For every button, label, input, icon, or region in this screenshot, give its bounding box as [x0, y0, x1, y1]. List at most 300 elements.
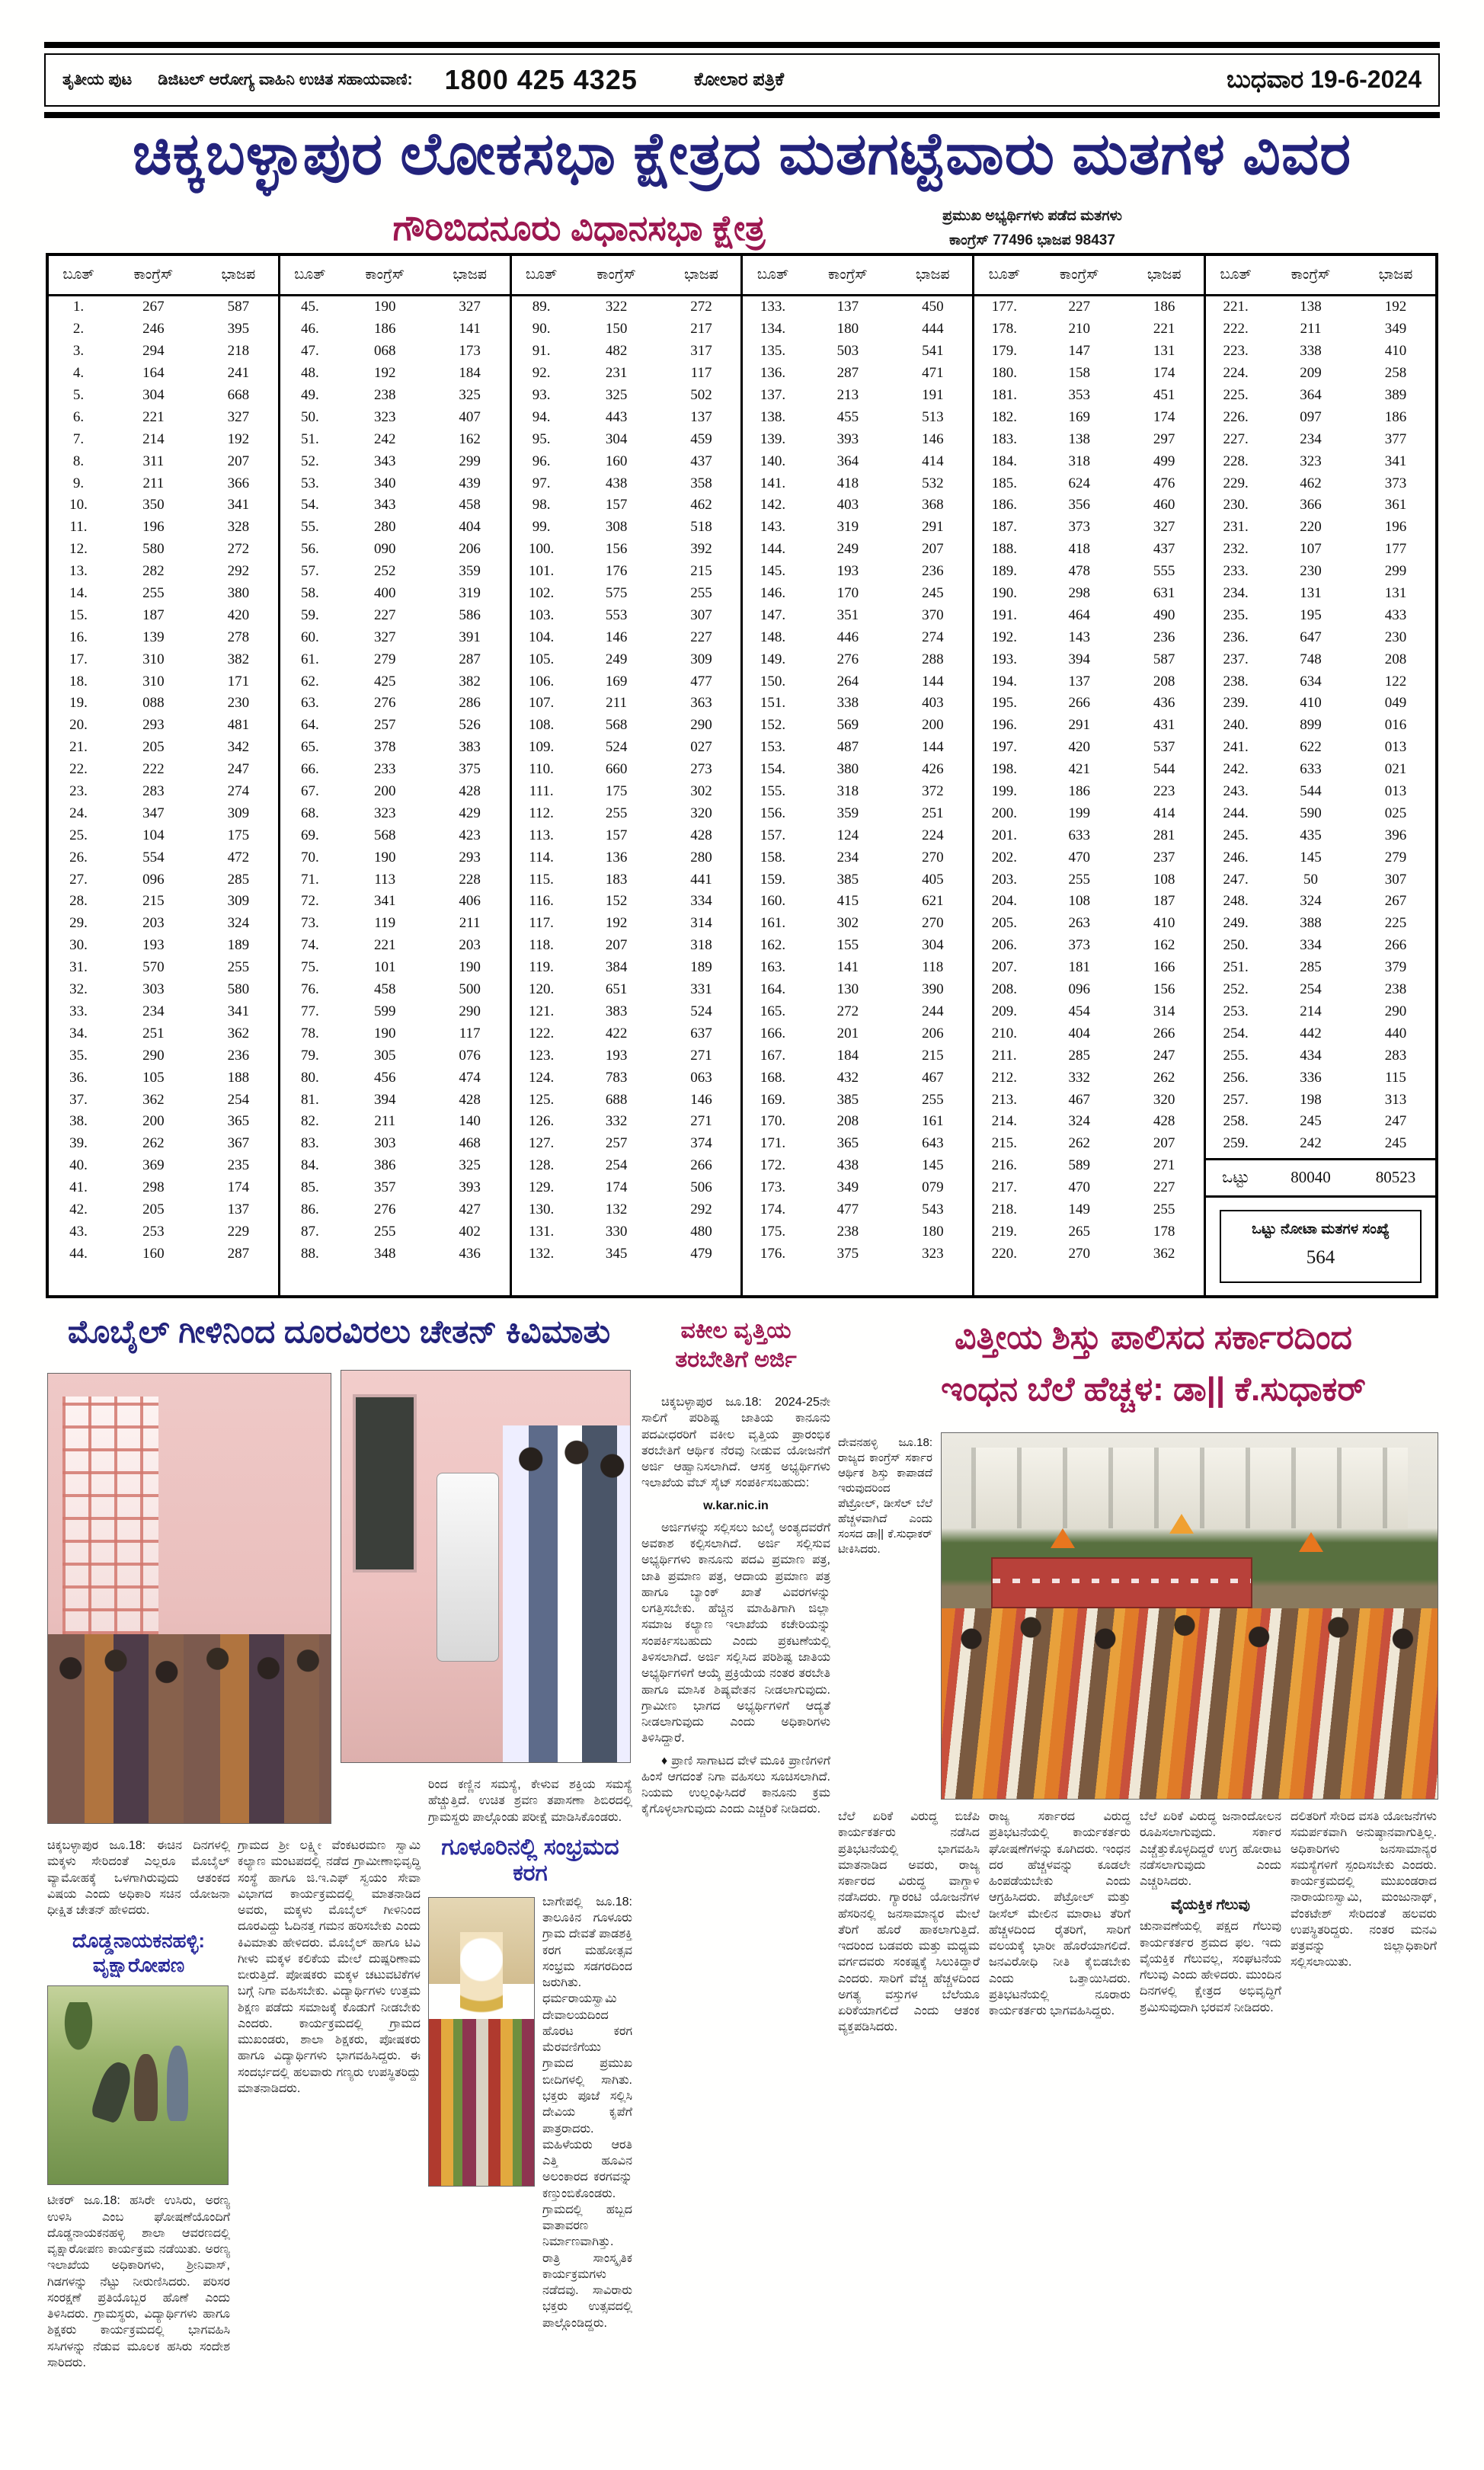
table-row: 16. 139 278 — [69, 629, 250, 645]
table-row: 64. 257 526 — [300, 717, 481, 734]
table-row: 160. 415 621 — [760, 893, 944, 910]
table-row: 9. 211 366 — [72, 475, 250, 491]
table-row: 238. 634 122 — [1223, 673, 1407, 689]
table-row: 131. 330 480 — [529, 1223, 712, 1240]
table-row: 165. 272 244 — [760, 1003, 944, 1019]
table-row: 148. 446 274 — [760, 629, 944, 645]
table-row: 209. 454 314 — [991, 1003, 1175, 1019]
table-row: 58. 400 319 — [300, 585, 481, 602]
table-row: 60. 327 391 — [300, 629, 481, 645]
table-row: 22. 222 247 — [69, 761, 250, 778]
karaga-story-headline: ಗೂಳೂರಿನಲ್ಲಿ ಸಂಭ್ರಮದ ಕರಗ — [441, 1834, 619, 1886]
table-row: 2. 246 395 — [72, 321, 250, 338]
table-row: 152. 569 200 — [760, 717, 944, 734]
table-row: 169. 385 255 — [760, 1091, 944, 1108]
table-row: 193. 394 587 — [991, 651, 1175, 667]
main-headline: ಚಿಕ್ಕಬಳ್ಳಾಪುರ ಲೋಕಸಭಾ ಕ್ಷೇತ್ರದ ಮತಗಟ್ಟೆವಾರು ಮತಗಳ ವಿವರ — [132, 121, 1352, 187]
flag-shape — [1169, 1514, 1194, 1534]
right-story-col3-bottom: ಚುನಾವಣೆಯಲ್ಲಿ ಪಕ್ಷದ ಗೆಲುವು ಕಾರ್ಯಕರ್ತರ ಶ್ರಮದ ಫಲ. ಇದು ವೈಯಕ್ತಿಕ ಗೆಲುವಲ್ಲ, ಸಂಘಟನೆಯ ಗೆಲುವು ಎಂದು ಹೇಳಿದರು. ಮುಂದಿನ ದಿನಗಳಲ್ಲಿ ಕ್ಷೇತ್ರದ ಅಭಿವೃದ್ಧಿಗೆ ಶ್ರಮಿಸುವುದಾಗಿ ಭರವಸೆ ನೀಡಿದರು. — [1140, 1920, 1281, 2014]
table-row: 149. 276 288 — [760, 651, 944, 667]
table-row: 232. 107 177 — [1223, 541, 1407, 558]
table-row: 167. 184 215 — [760, 1047, 944, 1064]
nota-label: ಒಟ್ಟು ನೋಟಾ ಮತಗಳ ಸಂಖ್ಯೆ — [1252, 1221, 1390, 1237]
table-row: 241. 622 013 — [1223, 739, 1407, 756]
table-row: 89. 322 272 — [532, 299, 712, 315]
table-row: 184. 318 499 — [991, 453, 1175, 469]
right-story-headline — [868, 1312, 1438, 1416]
table-row: 246. 145 279 — [1223, 849, 1407, 865]
table-header-row: ಬೂತ್ ಕಾಂಗ್ರೆಸ್ ಭಾಜಪ — [512, 256, 741, 296]
table-row: 250. 334 266 — [1223, 937, 1407, 954]
left-story-body-top: ರಿಂದ ಕಣ್ಣಿನ ಸಮಸ್ಯೆ, ಕೇಳುವ ಶಕ್ತಿಯ ಸಮಸ್ಯೆ ಹೆಚ್ಚುತ್ತಿದೆ. ಉಚಿತ ಶ್ರವಣ ತಪಾಸಣಾ ಶಿಬಿರದಲ್ಲಿ ಗ್ರಾಮಸ್ಥರು ಪಾಲ್ಗೊಂಡು ಪರೀಕ್ಷೆ ಮಾಡಿಸಿಕೊಂಡರು. — [428, 1778, 632, 1824]
table-row: 201. 633 281 — [991, 827, 1175, 843]
table-row: 102. 575 255 — [529, 585, 712, 602]
table-row: 55. 280 404 — [300, 519, 481, 536]
right-story-column-4: ದಲಿತರಿಗೆ ಸೇರಿದ ವಸತಿ ಯೋಜನೆಗಳು ಸಮರ್ಪಕವಾಗಿ ಅನುಷ್ಠಾನವಾಗುತ್ತಿಲ್ಲ. ಅಧಿಕಾರಿಗಳು ಜನಸಾಮಾನ್ಯರ ಸಮಸ್ಯೆಗಳಿಗೆ ಸ್ಪಂದಿಸಬೇಕು ಎಂದರು. ಕಾರ್ಯಕ್ರಮದಲ್ಲಿ ಮುಖಂಡರಾದ ನಾರಾಯಣಸ್ವಾಮಿ, ಮಂಜುನಾಥ್, ವೆಂಕಟೇಶ್ ಸೇರಿದಂತೆ ಹಲವರು ಉಪಸ್ಥಿತರಿದ್ದರು. ನಂತರ ಮನವಿ ಪತ್ರವನ್ನು ಜಿಲ್ಲಾಧಿಕಾರಿಗೆ ಸಲ್ಲಿಸಲಾಯಿತು. — [1291, 1810, 1437, 1969]
table-row: 127. 257 374 — [529, 1135, 712, 1152]
table-row: 234. 131 131 — [1223, 585, 1407, 602]
table-row: 194. 137 208 — [991, 673, 1175, 689]
table-row: 202. 470 237 — [991, 849, 1175, 865]
table-row: 5. 304 668 — [72, 387, 250, 403]
table-row: 26. 554 472 — [69, 849, 250, 865]
table-row: 118. 207 318 — [529, 937, 712, 954]
table-row: 237. 748 208 — [1223, 651, 1407, 667]
table-row: 23. 283 274 — [69, 783, 250, 800]
right-story-column-3 — [1140, 1809, 1281, 2447]
table-row: 34. 251 362 — [69, 1025, 250, 1041]
table-row: 112. 255 320 — [529, 805, 712, 821]
table-row: 153. 487 144 — [760, 739, 944, 756]
table-header-row: ಬೂತ್ ಕಾಂಗ್ರೆಸ್ ಭಾಜಪ — [974, 256, 1204, 296]
table-header-row: ಬೂತ್ ಕಾಂಗ್ರೆಸ್ ಭಾಜಪ — [49, 256, 278, 296]
table-row: 164. 130 390 — [760, 981, 944, 998]
table-row: 221. 138 192 — [1223, 299, 1407, 315]
tree-story-headline: ದೊಡ್ಡನಾಯಕನಹಳ್ಳಿ: ವೃಕ್ಷಾರೋಪಣ — [72, 1929, 206, 1977]
table-row: 74. 221 203 — [300, 937, 481, 954]
table-row: 91. 482 317 — [532, 343, 712, 360]
table-row: 220. 270 362 — [991, 1245, 1175, 1262]
table-row: 177. 227 186 — [991, 299, 1175, 315]
table-row: 208. 096 156 — [991, 981, 1175, 998]
table-row: 145. 193 236 — [760, 563, 944, 580]
table-row: 142. 403 368 — [760, 497, 944, 514]
table-row: 36. 105 188 — [69, 1069, 250, 1086]
table-row: 46. 186 141 — [300, 321, 481, 338]
table-row: 171. 365 643 — [760, 1135, 944, 1152]
table-row: 94. 443 137 — [532, 408, 712, 425]
table-row: 129. 174 506 — [529, 1179, 712, 1196]
table-row: 117. 192 314 — [529, 915, 712, 932]
table-row: 97. 438 358 — [532, 475, 712, 491]
issue-date: ಬುಧವಾರ 19-6-2024 — [1226, 66, 1422, 93]
planting-figure — [134, 2054, 158, 2121]
table-row: 40. 369 235 — [69, 1157, 250, 1174]
table-row: 101. 176 215 — [529, 563, 712, 580]
table-row: 200. 199 414 — [991, 805, 1175, 821]
table-row: 155. 318 372 — [760, 783, 944, 800]
table-row: 47. 068 173 — [300, 343, 481, 360]
table-row: 191. 464 490 — [991, 606, 1175, 623]
table-row: 130. 132 292 — [529, 1201, 712, 1217]
table-row: 151. 338 403 — [760, 695, 944, 712]
table-row: 28. 215 309 — [69, 893, 250, 910]
masthead — [44, 42, 1440, 118]
lead-info-line2: ಕಾಂಗ್ರೆಸ್ 77496 ಭಾಜಪ 98437 — [949, 232, 1115, 249]
table-row: 143. 319 291 — [760, 519, 944, 536]
table-row: 182. 169 174 — [991, 408, 1175, 425]
table-row: 253. 214 290 — [1223, 1003, 1407, 1019]
procession-crowd-shape — [429, 2019, 534, 2186]
karaga-deity-shape — [460, 1932, 502, 2030]
table-row: 41. 298 174 — [69, 1179, 250, 1196]
sub-headline: ಗೌರಿಬಿದನೂರು ವಿಧಾನಸಭಾ ಕ್ಷೇತ್ರ — [392, 208, 766, 248]
table-row: 25. 104 175 — [69, 827, 250, 843]
table-row: 227. 234 377 — [1223, 430, 1407, 447]
table-row: 81. 394 428 — [300, 1091, 481, 1108]
table-row: 96. 160 437 — [532, 453, 712, 469]
table-row: 49. 238 325 — [300, 387, 481, 403]
table-row: 20. 293 481 — [69, 717, 250, 734]
table-row: 158. 234 270 — [760, 849, 944, 865]
table-row: 210. 404 266 — [991, 1025, 1175, 1041]
table-row: 189. 478 555 — [991, 563, 1175, 580]
table-row: 249. 388 225 — [1223, 915, 1407, 932]
table-row: 147. 351 370 — [760, 606, 944, 623]
machine-shape — [437, 1473, 499, 1662]
table-row: 156. 359 251 — [760, 805, 944, 821]
table-row: 233. 230 299 — [1223, 563, 1407, 580]
table-row: 65. 378 383 — [300, 739, 481, 756]
table-row: 95. 304 459 — [532, 430, 712, 447]
table-row: 224. 209 258 — [1223, 365, 1407, 382]
table-row: 13. 282 292 — [69, 563, 250, 580]
flag-shape — [1299, 1532, 1323, 1552]
table-row: 254. 442 440 — [1223, 1025, 1407, 1041]
table-header-row: ಬೂತ್ ಕಾಂಗ್ರೆಸ್ ಭಾಜಪ — [280, 256, 510, 296]
tree-shape — [62, 2002, 94, 2054]
table-row: 108. 568 290 — [529, 717, 712, 734]
table-row: 186. 356 460 — [991, 497, 1175, 514]
table-row: 244. 590 025 — [1223, 805, 1407, 821]
lead-candidate-votes — [907, 204, 1158, 254]
table-header-row: ಬೂತ್ ಕಾಂಗ್ರೆಸ್ ಭಾಜಪ — [743, 256, 972, 296]
standing-people-shape — [503, 1425, 630, 1762]
table-row: 30. 193 189 — [69, 937, 250, 954]
table-row: 178. 210 221 — [991, 321, 1175, 338]
table-row: 14. 255 380 — [69, 585, 250, 602]
table-row: 84. 386 325 — [300, 1157, 481, 1174]
table-row: 109. 524 027 — [529, 739, 712, 756]
table-row: 123. 193 271 — [529, 1047, 712, 1064]
table-row: 87. 255 402 — [300, 1223, 481, 1240]
nota-value: 564 — [1306, 1247, 1335, 1269]
table-group-2 — [280, 256, 512, 1295]
table-row: 185. 624 476 — [991, 475, 1175, 491]
table-row: 69. 568 423 — [300, 827, 481, 843]
table-row: 6. 221 327 — [72, 408, 250, 425]
table-row: 33. 234 341 — [69, 1003, 250, 1019]
table-row: 85. 357 393 — [300, 1179, 481, 1196]
table-row: 172. 438 145 — [760, 1157, 944, 1174]
photo-protest — [941, 1432, 1438, 1800]
table-row: 245. 435 396 — [1223, 827, 1407, 843]
table-row: 174. 477 543 — [760, 1201, 944, 1217]
table-row: 231. 220 196 — [1223, 519, 1407, 536]
table-row: 219. 265 178 — [991, 1223, 1175, 1240]
table-row: 17. 310 382 — [69, 651, 250, 667]
table-row: 72. 341 406 — [300, 893, 481, 910]
table-row: 222. 211 349 — [1223, 321, 1407, 338]
table-row: 70. 190 293 — [300, 849, 481, 865]
totals-row — [1206, 1158, 1435, 1198]
table-row: 225. 364 389 — [1223, 387, 1407, 403]
table-row: 214. 324 428 — [991, 1113, 1175, 1130]
table-row: 251. 285 379 — [1223, 959, 1407, 976]
table-row: 170. 208 161 — [760, 1113, 944, 1130]
karaga-story-body: ಬಾಗೇಪಲ್ಲಿ ಜೂ.18: ತಾಲೂಕಿನ ಗೂಳೂರು ಗ್ರಾಮ ದೇವತೆ ಪಾಡಶಕ್ತಿ ಕರಗ ಮಹೋತ್ಸವ ಸಂಭ್ರಮ ಸಡಗರದಿಂದ ಜರುಗಿತು. ಧರ್ಮರಾಯಸ್ವಾಮಿ ದೇವಾಲಯದಿಂದ ಹೊರಟ ಕರಗ ಮೆರವಣಿಗೆಯು ಗ್ರಾಮದ ಪ್ರಮುಖ ಬೀದಿಗಳಲ್ಲಿ ಸಾಗಿತು. ಭಕ್ತರು ಪೂಜೆ ಸಲ್ಲಿಸಿ ದೇವಿಯ ಕೃಪೆಗೆ ಪಾತ್ರರಾದರು. ಮಹಿಳೆಯರು ಆರತಿ ಎತ್ತಿ ಹೂವಿನ ಅಲಂಕಾರದ ಕರಗವನ್ನು ಕಣ್ತುಂಬಿಕೊಂಡರು. ಗ್ರಾಮದಲ್ಲಿ ಹಬ್ಬದ ವಾತಾವರಣ ನಿರ್ಮಾಣವಾಗಿತ್ತು. ರಾತ್ರಿ ಸಾಂಸ್ಕೃತಿಕ ಕಾರ್ಯಕ್ರಮಗಳು ನಡೆದವು. ಸಾವಿರಾರು ಭಕ್ತರು ಉತ್ಸವದಲ್ಲಿ ಪಾಲ್ಗೊಂಡಿದ್ದರು. — [542, 1895, 632, 2330]
middle-story-column — [641, 1394, 830, 2447]
table-row: 105. 249 309 — [529, 651, 712, 667]
table-row: 120. 651 331 — [529, 981, 712, 998]
planting-figure — [167, 2046, 188, 2121]
middle-story-body2: ಅರ್ಜಿಗಳನ್ನು ಸಲ್ಲಿಸಲು ಜುಲೈ ಅಂತ್ಯದವರೆಗೆ ಅವಕಾಶ ಕಲ್ಪಿಸಲಾಗಿದೆ. ಅರ್ಜಿ ಸಲ್ಲಿಸುವ ಅಭ್ಯರ್ಥಿಗಳು ಕಾನೂನು ಪದವಿ ಪ್ರಮಾಣ ಪತ್ರ, ಜಾತಿ ಪ್ರಮಾಣ ಪತ್ರ, ಆದಾಯ ಪ್ರಮಾಣ ಪತ್ರ ಹಾಗೂ ಬ್ಯಾಂಕ್ ಖಾತೆ ವಿವರಗಳನ್ನು ಲಗತ್ತಿಸಬೇಕು. ಹೆಚ್ಚಿನ ಮಾಹಿತಿಗಾಗಿ ಜಿಲ್ಲಾ ಸಮಾಜ ಕಲ್ಯಾಣ ಇಲಾಖೆಯ ಕಚೇರಿಯನ್ನು ಸಂಪರ್ಕಿಸಬಹುದು ಎಂದು ಪ್ರಕಟಣೆಯಲ್ಲಿ ತಿಳಿಸಲಾಗಿದೆ. ಅರ್ಜಿ ಸಲ್ಲಿಸಿದ ಪರಿಶಿಷ್ಟ ಜಾತಿಯ ಅಭ್ಯರ್ಥಿಗಳಿಗೆ ಆಯ್ಕೆ ಪ್ರಕ್ರಿಯೆಯ ನಂತರ ತರಬೇತಿ ಹಾಗೂ ಮಾಸಿಕ ಶಿಷ್ಯವೇತನ ನೀಡಲಾಗುವುದು. ಗ್ರಾಮೀಣ ಭಾಗದ ಅಭ್ಯರ್ಥಿಗಳಿಗೆ ಆದ್ಯತೆ ನೀಡಲಾಗುವುದು ಎಂದು ಅಧಿಕಾರಿಗಳು ತಿಳಿಸಿದ್ದಾರೆ. — [641, 1521, 830, 1745]
table-row: 252. 254 238 — [1223, 981, 1407, 998]
table-header-row: ಬೂತ್ ಕಾಂಗ್ರೆಸ್ ಭಾಜಪ — [1206, 256, 1435, 296]
table-row: 235. 195 433 — [1223, 606, 1407, 623]
table-row: 52. 343 299 — [300, 453, 481, 469]
table-row: 122. 422 637 — [529, 1025, 712, 1041]
table-row: 8. 311 207 — [72, 453, 250, 469]
totals-label: ಒಟ್ಟು — [1222, 1168, 1250, 1187]
middle-story-website: w.kar.nic.in — [703, 1499, 769, 1512]
table-row: 154. 380 426 — [760, 761, 944, 778]
right-headline-line2: ಇಂಧನ ಬೆಲೆ ಹೆಚ್ಚಳ: ಡಾ|| ಕೆ.ಸುಧಾಕರ್ — [941, 1371, 1366, 1409]
table-row: 39. 262 367 — [69, 1135, 250, 1152]
table-row: 204. 108 187 — [991, 893, 1175, 910]
table-row: 180. 158 174 — [991, 365, 1175, 382]
table-row: 247. 50 307 — [1223, 871, 1407, 888]
table-row: 3. 294 218 — [72, 343, 250, 360]
left-story-column-2: ಗ್ರಾಮದ ಶ್ರೀ ಲಕ್ಷ್ಮೀ ವೆಂಕಟರಮಣ ಸ್ವಾಮಿ ಕಲ್ಯಾಣ ಮಂಟಪದಲ್ಲಿ ನಡೆದ ಗ್ರಾಮೀಣಾಭಿವೃದ್ಧಿ ಸಂಸ್ಥೆ ಹಾಗೂ ಜಿ.ಇ.ಎಫ್ ಸ್ವಯಂ ಸೇವಾ ವಿಭಾಗದ ಕಾರ್ಯಕ್ರಮದಲ್ಲಿ ಮಾತನಾಡಿದ ಅವರು, ಮಕ್ಕಳು ಮೊಬೈಲ್ ಗೀಳಿನಿಂದ ದೂರವಿದ್ದು ಓದಿನತ್ತ ಗಮನ ಹರಿಸಬೇಕು ಎಂದು ಕಿವಿಮಾತು ಹೇಳಿದರು. ಮೊಬೈಲ್ ಹಾಗೂ ಟಿವಿ ಗೀಳು ಮಕ್ಕಳ ಕಲಿಕೆಯ ಮೇಲೆ ದುಷ್ಪರಿಣಾಮ ಬೀರುತ್ತಿದೆ. ಪೋಷಕರು ಮಕ್ಕಳ ಚಟುವಟಿಕೆಗಳ ಬಗ್ಗೆ ನಿಗಾ ವಹಿಸಬೇಕು. ವಿದ್ಯಾರ್ಥಿಗಳು ಉತ್ತಮ ಶಿಕ್ಷಣ ಪಡೆದು ಸಮಾಜಕ್ಕೆ ಕೊಡುಗೆ ನೀಡಬೇಕು ಎಂದರು. ಕಾರ್ಯಕ್ರಮದಲ್ಲಿ ಗ್ರಾಮದ ಮುಖಂಡರು, ಶಾಲಾ ಶಿಕ್ಷಕರು, ಪೋಷಕರು ಹಾಗೂ ವಿದ್ಯಾರ್ಥಿಗಳು ಭಾಗವಹಿಸಿದ್ದರು. ಈ ಸಂದರ್ಭದಲ್ಲಿ ಹಲವಾರು ಗಣ್ಯರು ಉಪಸ್ಥಿತರಿದ್ದು ಮಾತನಾಡಿದರು. — [238, 1839, 421, 2095]
table-row: 79. 305 076 — [300, 1047, 481, 1064]
table-row: 114. 136 280 — [529, 849, 712, 865]
table-row: 125. 688 146 — [529, 1091, 712, 1108]
table-group-4 — [743, 256, 974, 1295]
table-row: 159. 385 405 — [760, 871, 944, 888]
table-row: 228. 323 341 — [1223, 453, 1407, 469]
table-row: 38. 200 365 — [69, 1113, 250, 1130]
table-row: 104. 146 227 — [529, 629, 712, 645]
table-row: 86. 276 427 — [300, 1201, 481, 1217]
table-row: 31. 570 255 — [69, 959, 250, 976]
table-row: 163. 141 118 — [760, 959, 944, 976]
table-row: 24. 347 309 — [69, 805, 250, 821]
lead-info-line1: ಪ್ರಮುಖ ಅಭ್ಯರ್ಥಿಗಳು ಪಡೆದ ಮತಗಳು — [942, 208, 1122, 224]
table-row: 258. 245 247 — [1223, 1113, 1407, 1130]
table-row: 73. 119 211 — [300, 915, 481, 932]
table-row: 45. 190 327 — [300, 299, 481, 315]
right-story-col3-top: ಬೆಲೆ ಏರಿಕೆ ವಿರುದ್ಧ ಜನಾಂದೋಲನ ರೂಪಿಸಲಾಗುವುದು. ಸರ್ಕಾರ ಎಚ್ಚೆತ್ತುಕೊಳ್ಳದಿದ್ದರೆ ಉಗ್ರ ಹೋರಾಟ ನಡೆಸಲಾಗುವುದು ಎಂದು ಎಚ್ಚರಿಸಿದರು. — [1140, 1810, 1281, 1889]
table-row: 140. 364 414 — [760, 453, 944, 469]
protest-crowd-shape — [942, 1608, 1438, 1799]
table-row: 257. 198 313 — [1223, 1091, 1407, 1108]
table-row: 162. 155 304 — [760, 937, 944, 954]
table-row: 56. 090 206 — [300, 541, 481, 558]
photo-awareness-audience — [47, 1373, 331, 1824]
table-row: 212. 332 262 — [991, 1069, 1175, 1086]
table-group-5 — [974, 256, 1206, 1295]
table-row: 61. 279 287 — [300, 651, 481, 667]
articles-section — [46, 1304, 1438, 2459]
table-row: 92. 231 117 — [532, 365, 712, 382]
photo-hearing-camp — [341, 1370, 631, 1763]
left-story-column-3 — [428, 1777, 632, 2447]
table-row: 229. 462 373 — [1223, 475, 1407, 491]
table-row: 1. 267 587 — [72, 299, 250, 315]
table-row: 239. 410 049 — [1223, 695, 1407, 712]
table-row: 136. 287 471 — [760, 365, 944, 382]
table-row: 217. 470 227 — [991, 1179, 1175, 1196]
table-row: 11. 196 328 — [69, 519, 250, 536]
table-row: 132. 345 479 — [529, 1245, 712, 1262]
seated-crowd-shape — [48, 1634, 331, 1823]
table-row: 21. 205 342 — [69, 739, 250, 756]
table-row: 179. 147 131 — [991, 343, 1175, 360]
table-row: 111. 175 302 — [529, 783, 712, 800]
table-row: 196. 291 431 — [991, 717, 1175, 734]
table-row: 226. 097 186 — [1223, 408, 1407, 425]
table-row: 19. 088 230 — [69, 695, 250, 712]
table-row: 197. 420 537 — [991, 739, 1175, 756]
masthead-inner — [44, 53, 1440, 107]
table-row: 93. 325 502 — [532, 387, 712, 403]
table-row: 203. 255 108 — [991, 871, 1175, 888]
table-row: 119. 384 189 — [529, 959, 712, 976]
page-number-label: ತೃತೀಯ ಪುಟ — [62, 71, 133, 88]
table-row: 255. 434 283 — [1223, 1047, 1407, 1064]
table-row: 168. 432 467 — [760, 1069, 944, 1086]
table-row: 240. 899 016 — [1223, 717, 1407, 734]
table-row: 139. 393 146 — [760, 430, 944, 447]
table-row: 192. 143 236 — [991, 629, 1175, 645]
planting-figure — [90, 2059, 136, 2124]
totals-bjp: 80523 — [1375, 1168, 1416, 1187]
table-row: 37. 362 254 — [69, 1091, 250, 1108]
table-row: 90. 150 217 — [532, 321, 712, 338]
table-row: 190. 298 631 — [991, 585, 1175, 602]
right-story-column-2: ರಾಜ್ಯ ಸರ್ಕಾರದ ವಿರುದ್ಧ ಪ್ರತಿಭಟನೆಯಲ್ಲಿ ಕಾರ್ಯಕರ್ತರು ಘೋಷಣೆಗಳನ್ನು ಕೂಗಿದರು. ಇಂಧನ ದರ ಹೆಚ್ಚಳವನ್ನು ಕೂಡಲೇ ಹಿಂಪಡೆಯಬೇಕು ಎಂದು ಆಗ್ರಹಿಸಿದರು. ಪೆಟ್ರೋಲ್ ಮತ್ತು ಡೀಸೆಲ್ ಮೇಲಿನ ಮಾರಾಟ ತೆರಿಗೆ ಹೆಚ್ಚಳದಿಂದ ರೈತರಿಗೆ, ಸಾರಿಗೆ ವಲಯಕ್ಕೆ ಭಾರೀ ಹೊರೆಯಾಗಲಿದೆ. ಜನವಿರೋಧಿ ನೀತಿ ಕೈಬಿಡಬೇಕು ಎಂದು ಒತ್ತಾಯಿಸಿದರು. ಪ್ರತಿಭಟನೆಯಲ್ಲಿ ನೂರಾರು ಕಾರ್ಯಕರ್ತರು ಭಾಗವಹಿಸಿದ್ದರು. — [989, 1810, 1131, 2018]
table-row: 215. 262 207 — [991, 1135, 1175, 1152]
table-row: 126. 332 271 — [529, 1113, 712, 1130]
table-row: 124. 783 063 — [529, 1069, 712, 1086]
table-row: 243. 544 013 — [1223, 783, 1407, 800]
table-row: 248. 324 267 — [1223, 893, 1407, 910]
photo-karaga-procession — [428, 1897, 535, 2187]
right-story-column-1: ಬೆಲೆ ಏರಿಕೆ ವಿರುದ್ಧ ಬಿಜೆಪಿ ಕಾರ್ಯಕರ್ತರು ನಡೆಸಿದ ಪ್ರತಿಭಟನೆಯಲ್ಲಿ ಭಾಗವಹಿಸಿ ಮಾತನಾಡಿದ ಅವರು, ರಾಜ್ಯ ಸರ್ಕಾರದ ವಿರುದ್ಧ ವಾಗ್ದಾಳಿ ನಡೆಸಿದರು. ಗ್ಯಾರಂಟಿ ಯೋಜನೆಗಳ ಹೆಸರಿನಲ್ಲಿ ಜನಸಾಮಾನ್ಯರ ಮೇಲೆ ತೆರಿಗೆ ಹೊರೆ ಹಾಕಲಾಗುತ್ತಿದೆ. ಇದರಿಂದ ಬಡವರು ಮತ್ತು ಮಧ್ಯಮ ವರ್ಗದವರು ಸಂಕಷ್ಟಕ್ಕೆ ಸಿಲುಕಿದ್ದಾರೆ ಎಂದರು. ಸಾರಿಗೆ ವೆಚ್ಚ ಹೆಚ್ಚಳದಿಂದ ಅಗತ್ಯ ವಸ್ತುಗಳ ಬೆಲೆಯೂ ಏರಿಕೆಯಾಗಲಿದೆ ಎಂದು ಆತಂಕ ವ್ಯಕ್ತಪಡಿಸಿದರು. — [838, 1810, 980, 2034]
table-row: 44. 160 287 — [69, 1245, 250, 1262]
table-row: 98. 157 462 — [532, 497, 712, 514]
table-row: 48. 192 184 — [300, 365, 481, 382]
table-row: 195. 266 436 — [991, 695, 1175, 712]
table-row: 138. 455 513 — [760, 408, 944, 425]
table-row: 66. 233 375 — [300, 761, 481, 778]
table-row: 62. 425 382 — [300, 673, 481, 689]
table-row: 144. 249 207 — [760, 541, 944, 558]
table-row: 32. 303 580 — [69, 981, 250, 998]
table-row: 103. 553 307 — [529, 606, 712, 623]
middle-story-body1: ಚಿಕ್ಕಬಳ್ಳಾಪುರ ಜೂ.18: 2024-25ನೇ ಸಾಲಿಗೆ ಪರಿಶಿಷ್ಟ ಜಾತಿಯ ಕಾನೂನು ಪದವೀಧರರಿಗೆ ವಕೀಲ ವೃತ್ತಿಯ ಪ್ರಾರಂಭಿಕ ತರಬೇತಿಗೆ ಆರ್ಥಿಕ ನೆರವು ನೀಡುವ ಯೋಜನೆಗೆ ಅರ್ಜಿ ಆಹ್ವಾನಿಸಲಾಗಿದೆ. ಆಸಕ್ತ ಅಭ್ಯರ್ಥಿಗಳು ಇಲಾಖೆಯ ವೆಬ್ ಸೈಟ್ ಸಂಪರ್ಕಿಸಬಹುದು: — [641, 1396, 830, 1490]
left-story-intro: ಚಿಕ್ಕಬಳ್ಳಾಪುರ ಜೂ.18: ಈಚಿನ ದಿನಗಳಲ್ಲಿ ಮಕ್ಕಳು ಸೇರಿದಂತೆ ಎಲ್ಲರೂ ಮೊಬೈಲ್ ವ್ಯಾಮೋಹಕ್ಕೆ ಒಳಗಾಗಿರುವುದು ಆತಂಕದ ವಿಷಯ ಎಂದು ಅಧಿಕಾರಿ ಸಚಿನ ಯೋಜನಾ ಧೀಕ್ಷಿತ ಚೇತನ್ ಹೇಳಿದರು. — [47, 1839, 230, 1918]
table-row: 42. 205 137 — [69, 1201, 250, 1217]
table-row: 141. 418 532 — [760, 475, 944, 491]
table-row: 175. 238 180 — [760, 1223, 944, 1240]
table-row: 115. 183 441 — [529, 871, 712, 888]
table-row: 99. 308 518 — [532, 519, 712, 536]
table-row: 173. 349 079 — [760, 1179, 944, 1196]
table-row: 53. 340 439 — [300, 475, 481, 491]
table-row: 57. 252 359 — [300, 563, 481, 580]
table-row: 236. 647 230 — [1223, 629, 1407, 645]
table-row: 157. 124 224 — [760, 827, 944, 843]
table-row: 213. 467 320 — [991, 1091, 1175, 1108]
totals-congress: 80040 — [1291, 1168, 1331, 1187]
table-row: 110. 660 273 — [529, 761, 712, 778]
table-group-6 — [1206, 256, 1435, 1295]
table-row: 207. 181 166 — [991, 959, 1175, 976]
table-row: 133. 137 450 — [760, 299, 944, 315]
table-row: 63. 276 286 — [300, 695, 481, 712]
table-row: 78. 190 117 — [300, 1025, 481, 1041]
table-row: 199. 186 223 — [991, 783, 1175, 800]
flag-shape — [1051, 1528, 1075, 1548]
table-row: 166. 201 206 — [760, 1025, 944, 1041]
table-row: 176. 375 323 — [760, 1245, 944, 1262]
table-row: 242. 633 021 — [1223, 761, 1407, 778]
table-row: 100. 156 392 — [529, 541, 712, 558]
table-row: 12. 580 272 — [69, 541, 250, 558]
table-row: 146. 170 245 — [760, 585, 944, 602]
blackboard-shape — [353, 1394, 417, 1573]
table-row: 135. 503 541 — [760, 343, 944, 360]
table-row: 128. 254 266 — [529, 1157, 712, 1174]
table-row: 59. 227 586 — [300, 606, 481, 623]
table-row: 67. 200 428 — [300, 783, 481, 800]
table-row: 4. 164 241 — [72, 365, 250, 382]
table-row: 206. 373 162 — [991, 937, 1175, 954]
protest-banner-shape — [991, 1557, 1252, 1608]
right-headline-line1: ವಿತ್ತೀಯ ಶಿಸ್ತು ಪಾಲಿಸದ ಸರ್ಕಾರದಿಂದ — [955, 1319, 1352, 1356]
middle-story-bullet: ♦ ಪ್ರಾಣಿ ಸಾಗಾಟದ ವೇಳೆ ಮೂಕಿ ಪ್ರಾಣಿಗಳಿಗೆ ಹಿಂಸೆ ಆಗದಂತೆ ನಿಗಾ ವಹಿಸಲು ಸೂಚಿಸಲಾಗಿದೆ. ನಿಯಮ ಉಲ್ಲಂಘಿಸಿದರೆ ಕಾನೂನು ಕ್ರಮ ಕೈಗೊಳ್ಳಲಾಗುವುದು ಎಂದು ಎಚ್ಚರಿಕೆ ನೀಡಿದರು. — [641, 1754, 830, 1816]
table-row: 218. 149 255 — [991, 1201, 1175, 1217]
left-story-headline: ಮೊಬೈಲ್ ಗೀಳಿನಿಂದ ದೂರವಿರಲು ಚೇತನ್ ಕಿವಿಮಾತು — [67, 1313, 611, 1349]
table-row: 121. 383 524 — [529, 1003, 712, 1019]
table-row: 15. 187 420 — [69, 606, 250, 623]
right-story-side-column: ದೇವನಹಳ್ಳಿ ಜೂ.18: ರಾಜ್ಯದ ಕಾಂಗ್ರೆಸ್ ಸರ್ಕಾರ ಆರ್ಥಿಕ ಶಿಸ್ತು ಕಾಪಾಡದೆ ಇರುವುದರಿಂದ ಪೆಟ್ರೋಲ್, ಡೀಸೆಲ್ ಬೆಲೆ ಹೆಚ್ಚಳವಾಗಿದೆ ಎಂದು ಸಂಸದ ಡಾ|| ಕೆ.ಸುಧಾಕರ್ ಟೀಕಿಸಿದರು. — [838, 1436, 932, 1556]
table-row: 107. 211 363 — [529, 695, 712, 712]
table-row: 134. 180 444 — [760, 321, 944, 338]
table-row: 187. 373 327 — [991, 519, 1175, 536]
table-row: 7. 214 192 — [72, 430, 250, 447]
helpline-phone: 1800 425 4325 — [444, 64, 638, 95]
table-row: 68. 323 429 — [300, 805, 481, 821]
table-row: 75. 101 190 — [300, 959, 481, 976]
table-row: 43. 253 229 — [69, 1223, 250, 1240]
photo-tree-planting — [47, 1985, 229, 2185]
table-row: 82. 211 140 — [300, 1113, 481, 1130]
middle-story-headline: ವಕೀಲ ವೃತ್ತಿಯ ತರಬೇತಿಗೆ ಅರ್ಜಿ — [675, 1318, 797, 1372]
table-row: 223. 338 410 — [1223, 343, 1407, 360]
